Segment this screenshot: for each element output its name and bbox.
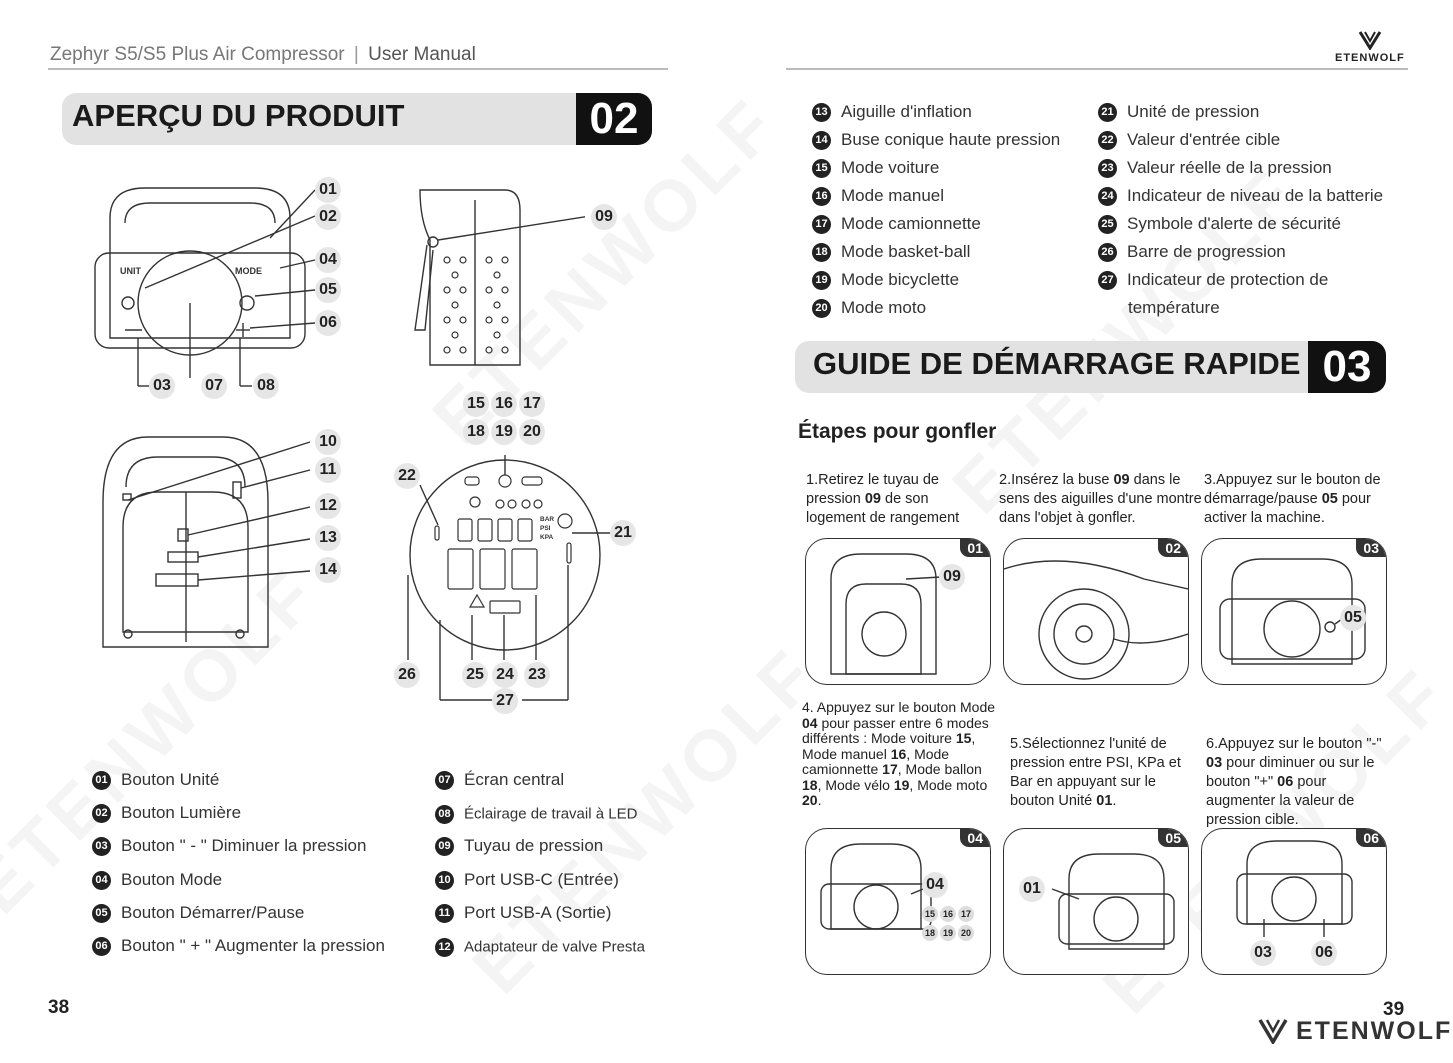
callout-20: 20	[519, 419, 545, 445]
legend-item	[92, 870, 222, 890]
legend-item	[1098, 186, 1383, 206]
callout-12: 12	[315, 493, 341, 519]
legend-item	[435, 870, 619, 890]
legend-badge: 09	[435, 837, 454, 856]
legend-label: Mode basket-ball	[841, 242, 971, 261]
legend-label: Bouton Unité	[121, 770, 220, 789]
legend-label: Aiguille d'inflation	[841, 102, 972, 121]
legend-badge: 27	[1098, 271, 1117, 290]
callout-01: 01	[1019, 876, 1045, 902]
page-number-right: 39	[1383, 999, 1405, 1020]
legend-item	[812, 158, 939, 178]
legend-badge: 06	[92, 937, 111, 956]
device-front-illustration	[90, 178, 350, 398]
callout-17: 17	[519, 391, 545, 417]
brand-logo-icon	[1358, 30, 1382, 50]
legend-item	[435, 805, 637, 824]
legend-label: Éclairage de travail à LED	[464, 805, 638, 823]
legend-item	[92, 770, 219, 790]
callout-09: 09	[591, 204, 617, 230]
step-4-mode-badges	[922, 905, 980, 941]
legend-label: Adaptateur de valve Presta	[464, 938, 645, 956]
legend-label: Tuyau de pression	[464, 836, 604, 855]
callout-16: 16	[491, 391, 517, 417]
step-6-illustration	[1202, 829, 1386, 974]
step-1-text: 1.Retirez le tuyau de pression 09 de son logement de rangement	[806, 472, 960, 526]
step-3-text: 3.Appuyez sur le bouton de démarrage/pause 05 pour activer la machine.	[1204, 472, 1381, 526]
legend-badge: 08	[435, 805, 454, 824]
page-number-left: 38	[48, 997, 70, 1018]
step-tag: 03	[1356, 539, 1386, 557]
step-6-image	[1201, 828, 1387, 975]
legend-item	[92, 803, 241, 823]
legend-item	[1098, 242, 1286, 262]
device-side-illustration	[405, 180, 585, 380]
callout-07: 07	[201, 373, 227, 399]
legend-badge: 17	[812, 215, 831, 234]
legend-item	[435, 938, 645, 957]
section-number: 02	[576, 93, 652, 145]
brand-name-header: ETENWOLF	[1335, 52, 1405, 64]
section-title: GUIDE DE DÉMARRAGE RAPIDE	[813, 346, 1301, 381]
callout-05: 05	[315, 277, 341, 303]
legend-badge: 02	[92, 804, 111, 823]
legend-badge: 07	[435, 771, 454, 790]
legend-badge: 10	[435, 871, 454, 890]
callout-26: 26	[394, 662, 420, 688]
unit-label: UNIT	[120, 266, 141, 276]
legend-label: température	[1128, 298, 1220, 317]
legend-label: Écran central	[464, 770, 565, 789]
callout-03: 03	[149, 373, 175, 399]
callout-09: 09	[939, 564, 965, 590]
callout-23: 23	[524, 662, 550, 688]
legend-label: Mode manuel	[841, 186, 945, 205]
running-header	[50, 44, 476, 66]
legend-badge: 11	[435, 904, 454, 923]
callout-04: 04	[315, 247, 341, 273]
callout-11: 11	[315, 457, 341, 483]
step-2-text: 2.Insérez la buse 09 dans le sens des aiguilles d'une montre dans l'objet à gonfler.	[999, 472, 1202, 526]
step-1-illustration	[806, 539, 990, 684]
step-tag: 06	[1356, 829, 1386, 847]
step-5-text: 5.Sélectionnez l'unité de pression entre PSI, KPa et Bar en appuyant sur le bouton Unité 01.	[1010, 736, 1181, 809]
step-tag: 05	[1158, 829, 1188, 847]
legend-badge: 12	[435, 938, 454, 957]
legend-badge: 15	[812, 159, 831, 178]
callout-22: 22	[394, 463, 420, 489]
callout-25: 25	[462, 662, 488, 688]
legend-badge: 24	[1098, 187, 1117, 206]
device-back-illustration	[98, 432, 348, 657]
legend-badge: 14	[812, 131, 831, 150]
unit-psi: PSI	[540, 525, 551, 532]
mode-badge-16: 16	[940, 906, 956, 922]
mode-badge-19: 19	[940, 925, 956, 941]
legend-badge: 23	[1098, 159, 1117, 178]
legend-item	[435, 903, 611, 923]
step-tag: 04	[960, 829, 990, 847]
legend-label: Mode moto	[841, 298, 927, 317]
legend-label: Bouton Mode	[121, 870, 223, 889]
step-4-illustration	[806, 829, 990, 974]
legend-item	[435, 836, 603, 856]
callout-06: 06	[315, 310, 341, 336]
header-separator: |	[353, 44, 359, 65]
brand-logo-footer-icon	[1258, 1018, 1288, 1044]
section-number: 03	[1308, 341, 1386, 393]
callout-14: 14	[315, 557, 341, 583]
legend-label: Valeur d'entrée cible	[1127, 130, 1281, 149]
legend-label: Bouton " + " Augmenter la pression	[121, 936, 385, 955]
callout-02: 02	[315, 204, 341, 230]
manual-label: User Manual	[368, 44, 476, 65]
legend-item	[1098, 158, 1332, 178]
legend-label: Unité de pression	[1127, 102, 1260, 121]
legend-badge: 26	[1098, 243, 1117, 262]
legend-item	[92, 836, 366, 856]
brand-name-footer: ETENWOLF	[1296, 1017, 1453, 1045]
legend-item	[1098, 214, 1341, 234]
legend-item-continued	[1128, 298, 1220, 318]
legend-badge: 03	[92, 837, 111, 856]
callout-27: 27	[492, 688, 518, 714]
legend-item	[812, 270, 959, 290]
legend-item	[1098, 102, 1259, 122]
legend-item	[92, 903, 304, 923]
legend-label: Mode camionnette	[841, 214, 981, 233]
mode-badge-15: 15	[922, 906, 938, 922]
mode-label: MODE	[235, 266, 262, 276]
header-rule-right	[786, 68, 1408, 70]
legend-badge: 01	[92, 771, 111, 790]
step-tag: 02	[1158, 539, 1188, 557]
step-2-illustration	[1004, 539, 1188, 684]
legend-badge: 25	[1098, 215, 1117, 234]
legend-badge: 21	[1098, 103, 1117, 122]
legend-label: Valeur réelle de la pression	[1127, 158, 1332, 177]
legend-item	[1098, 130, 1280, 150]
step-tag: 01	[960, 539, 990, 557]
step-2-image	[1003, 538, 1189, 685]
callout-24: 24	[492, 662, 518, 688]
legend-badge: 19	[812, 271, 831, 290]
step-6-text: 6.Appuyez sur le bouton "-" 03 pour diminuer ou sur le bouton "+" 06 pour augmenter la valeur de pression cible.	[1206, 736, 1382, 828]
callout-18: 18	[463, 419, 489, 445]
legend-badge: 20	[812, 299, 831, 318]
legend-badge: 04	[92, 871, 111, 890]
step-3-image	[1201, 538, 1387, 685]
legend-label: Port USB-C (Entrée)	[464, 870, 619, 889]
legend-badge: 18	[812, 243, 831, 262]
legend-label: Buse conique haute pression	[841, 130, 1061, 149]
legend-label: Indicateur de protection de	[1127, 270, 1329, 289]
legend-badge: 16	[812, 187, 831, 206]
unit-kpa: KPA	[540, 534, 554, 541]
legend-badge: 22	[1098, 131, 1117, 150]
callout-10: 10	[315, 429, 341, 455]
callout-21: 21	[610, 520, 636, 546]
legend-label: Mode voiture	[841, 158, 940, 177]
step-1-image	[805, 538, 991, 685]
callout-06: 06	[1311, 940, 1337, 966]
steps-subtitle: Étapes pour gonfler	[798, 420, 997, 443]
mode-badge-17: 17	[958, 906, 974, 922]
legend-item	[435, 770, 564, 790]
callout-19: 19	[491, 419, 517, 445]
callout-03: 03	[1250, 940, 1276, 966]
callout-04: 04	[922, 872, 948, 898]
step-4-image	[805, 828, 991, 975]
step-4-text: 4. Appuyez sur le bouton Mode 04 pour passer entre 6 modes différents : Mode voiture 15, Mode manuel 16, Mode camionnette 17, Mode ballon 18, Mode vélo 19, Mode moto 20.	[802, 699, 996, 808]
callout-05: 05	[1340, 605, 1366, 631]
legend-item	[812, 186, 944, 206]
legend-label: Mode bicyclette	[841, 270, 960, 289]
step-5-image	[1003, 828, 1189, 975]
legend-item	[812, 242, 970, 262]
callout-01: 01	[315, 177, 341, 203]
unit-bar: BAR	[540, 516, 555, 523]
legend-item	[812, 214, 981, 234]
legend-label: Bouton " - " Diminuer la pression	[121, 836, 367, 855]
callout-15: 15	[463, 391, 489, 417]
legend-item	[812, 102, 972, 122]
legend-label: Indicateur de niveau de la batterie	[1127, 186, 1384, 205]
legend-label: Symbole d'alerte de sécurité	[1127, 214, 1341, 233]
mode-badge-20: 20	[958, 925, 974, 941]
legend-item	[812, 298, 926, 318]
legend-label: Port USB-A (Sortie)	[464, 903, 612, 922]
legend-badge: 13	[812, 103, 831, 122]
callout-08: 08	[253, 373, 279, 399]
legend-item	[92, 936, 385, 956]
callout-13: 13	[315, 525, 341, 551]
mode-badge-18: 18	[922, 925, 938, 941]
legend-label: Bouton Démarrer/Pause	[121, 903, 305, 922]
section-title: APERÇU DU PRODUIT	[72, 98, 405, 133]
model-name: Zephyr S5/S5 Plus Air Compressor	[50, 44, 345, 65]
legend-label: Bouton Lumière	[121, 803, 242, 822]
legend-badge: 05	[92, 904, 111, 923]
legend-label: Barre de progression	[1127, 242, 1286, 261]
legend-item	[1098, 270, 1328, 290]
legend-item	[812, 130, 1060, 150]
header-rule-left	[48, 68, 668, 70]
